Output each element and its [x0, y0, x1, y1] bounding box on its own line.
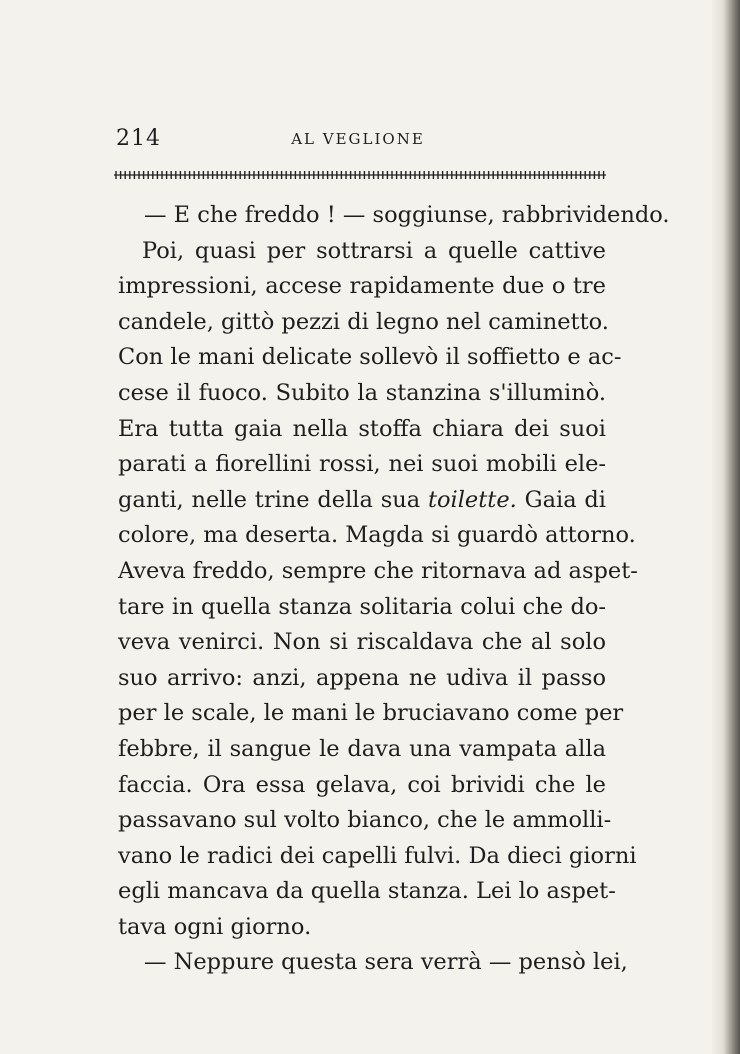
text-line: impressioni, accese rapidamente due o tre	[118, 273, 606, 300]
text-line-mixed	[118, 483, 606, 519]
text-line: faccia. Ora essa gelava, coi brividi che le	[118, 771, 606, 798]
text-line: Poi, quasi per sottrarsi a quelle cattive	[142, 237, 606, 264]
text-line: Con le mani delicate sollevò il soffietto e ac-	[118, 344, 622, 371]
running-title: AL VEGLIONE	[291, 130, 425, 148]
text-line: tare in quella stanza solitaria colui che do-	[118, 593, 606, 620]
text-line: febbre, il sangue le dava una vampata alla	[118, 735, 606, 762]
body-text	[118, 198, 670, 981]
text-line: — Neppure questa sera verrà — pensò lei,	[144, 949, 628, 976]
text-line: vano le radici dei capelli fulvi. Da dieci giorni	[118, 842, 637, 869]
text-line: parati a fiorellini rossi, nei suoi mobili ele-	[118, 451, 606, 478]
ornamental-rule	[114, 170, 606, 180]
text-line: veva venirci. Non si riscaldava che al solo	[118, 629, 606, 656]
text-line: cese il fuoco. Subito la stanzina s'illuminò.	[118, 379, 606, 406]
text-line: suo arrivo: anzi, appena ne udiva il passo	[118, 664, 606, 691]
text-line: Era tutta gaia nella stoffa chiara dei suoi	[118, 415, 606, 442]
page-number: 214	[116, 126, 161, 151]
page-edge-shadow	[712, 0, 740, 1054]
text-line: passavano sul volto bianco, che le ammolli-	[118, 807, 612, 834]
text-line: colore, ma deserta. Magda si guardò attorno.	[118, 522, 636, 549]
italic-word: toilette.	[427, 486, 517, 513]
page-header	[116, 126, 600, 156]
text-line: candele, gittò pezzi di legno nel caminetto.	[118, 308, 609, 335]
text-span: ganti, nelle trine della sua	[118, 486, 421, 513]
text-line: tava ogni giorno.	[118, 913, 312, 940]
text-span: Gaia di	[524, 486, 606, 513]
text-line: egli mancava da quella stanza. Lei lo aspet-	[118, 878, 616, 905]
text-line: Aveva freddo, sempre che ritornava ad aspet-	[118, 557, 638, 584]
text-line: — E che freddo ! — soggiunse, rabbrividendo.	[144, 202, 670, 228]
text-line: per le scale, le mani le bruciavano come per	[118, 700, 624, 727]
